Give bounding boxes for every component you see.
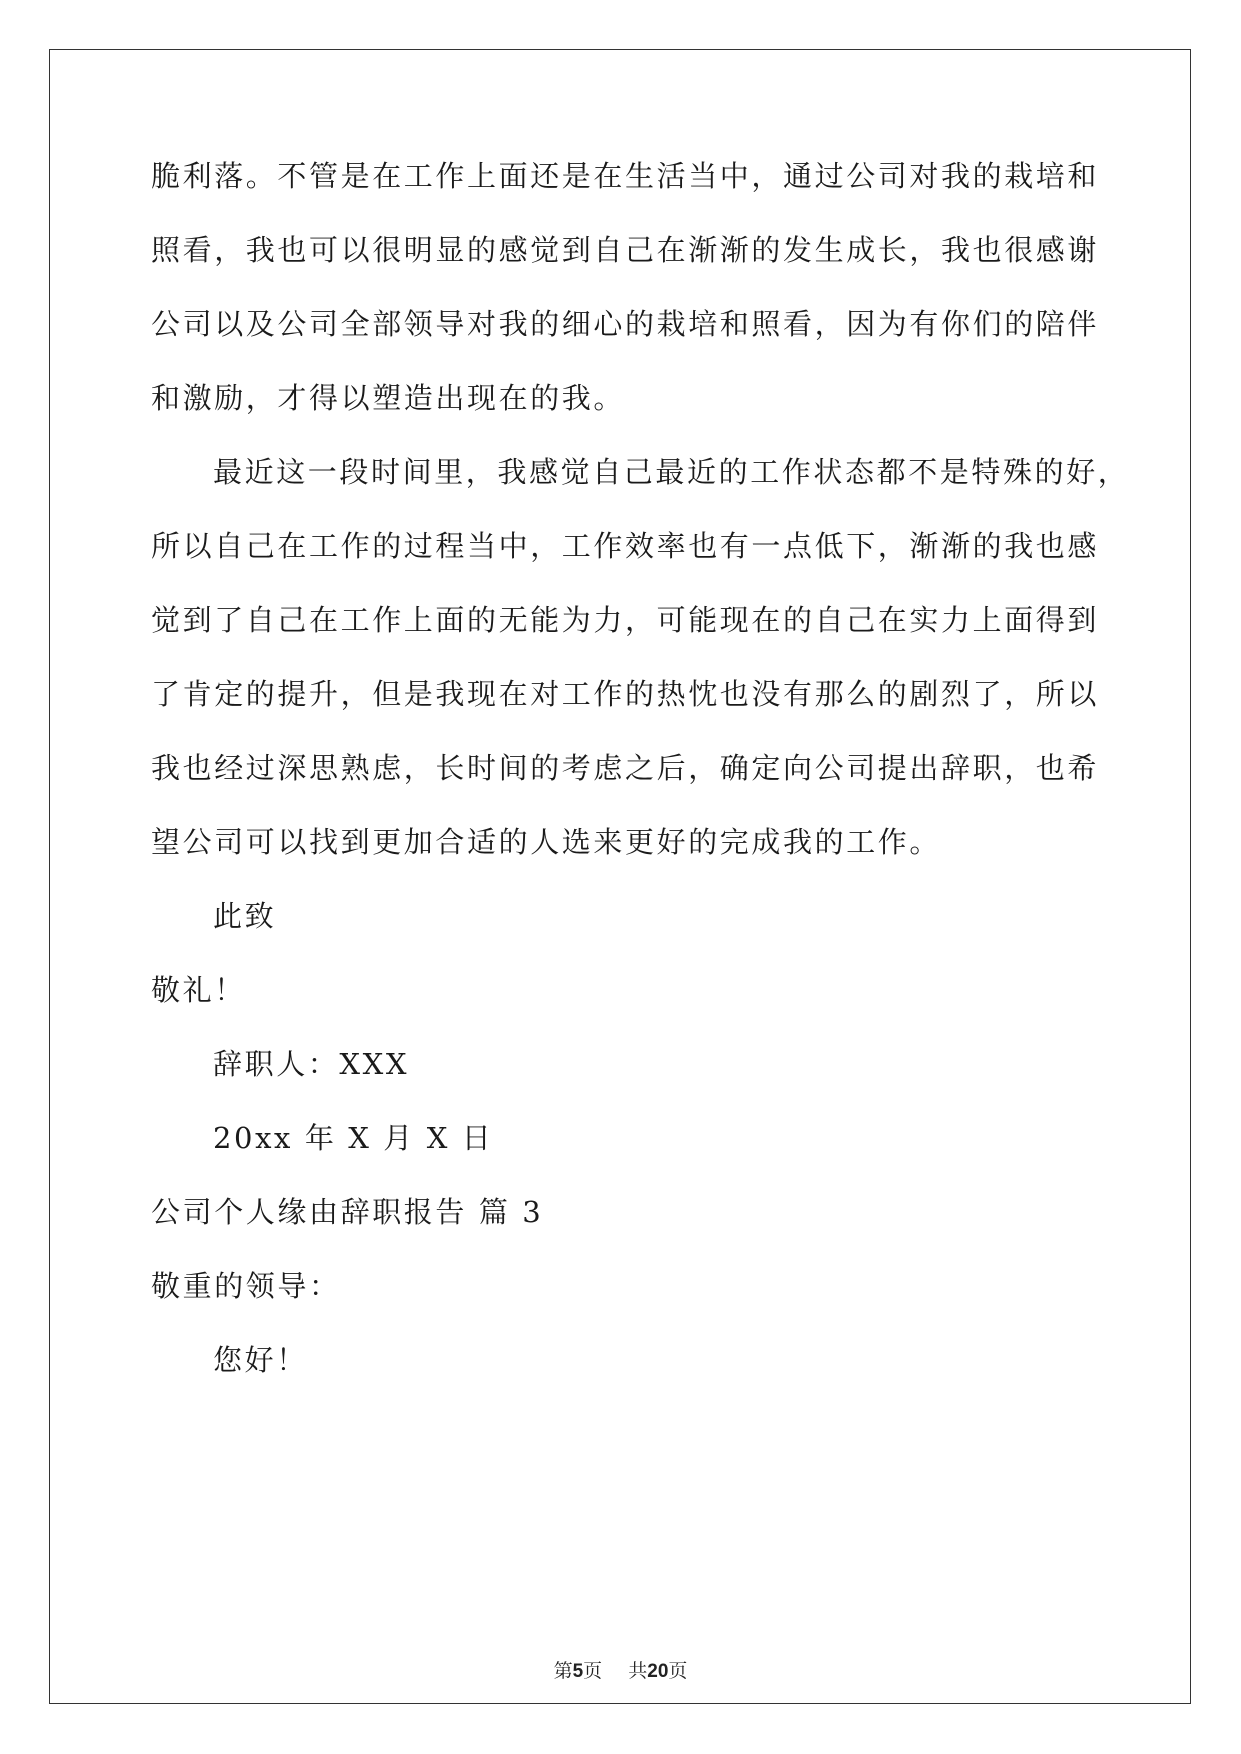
total-suffix: 页	[668, 1660, 688, 1682]
page-suffix: 页	[583, 1660, 603, 1682]
paragraph-line: 照看，我也可以很明显的感觉到自己在渐渐的发生成长，我也很感谢	[151, 233, 1100, 267]
paragraph-line: 和激励，才得以塑造出现在的我。	[151, 381, 626, 415]
closing-salutation: 此致	[213, 899, 277, 933]
letter-greeting-hello: 您好！	[213, 1343, 308, 1377]
page-border	[49, 49, 1191, 1704]
signature-line: 辞职人：XXX	[213, 1047, 410, 1081]
page-prefix: 第	[553, 1660, 573, 1682]
total-prefix: 共	[628, 1660, 648, 1682]
paragraph-line: 脆利落。不管是在工作上面还是在生活当中，通过公司对我的栽培和	[151, 159, 1100, 193]
section-heading: 公司个人缘由辞职报告 篇 3	[151, 1195, 544, 1229]
page-footer	[0, 1659, 1241, 1684]
page-number: 5	[572, 1661, 584, 1682]
closing-regards: 敬礼！	[151, 973, 246, 1007]
paragraph-line: 所以自己在工作的过程当中，工作效率也有一点低下，渐渐的我也感	[151, 529, 1100, 563]
paragraph-line: 觉到了自己在工作上面的无能为力，可能现在的自己在实力上面得到	[151, 603, 1100, 637]
date-line: 20xx 年 X 月 X 日	[213, 1121, 494, 1155]
letter-greeting: 敬重的领导：	[151, 1269, 341, 1303]
total-pages: 20	[647, 1661, 669, 1682]
paragraph-line: 了肯定的提升，但是我现在对工作的热忱也没有那么的剧烈了，所以	[151, 677, 1100, 711]
paragraph-line: 公司以及公司全部领导对我的细心的栽培和照看，因为有你们的陪伴	[151, 307, 1100, 341]
paragraph-line: 我也经过深思熟虑，长时间的考虑之后，确定向公司提出辞职，也希	[151, 751, 1100, 785]
paragraph-line: 最近这一段时间里，我感觉自己最近的工作状态都不是特殊的好，	[213, 455, 1130, 489]
paragraph-line: 望公司可以找到更加合适的人选来更好的完成我的工作。	[151, 825, 942, 859]
